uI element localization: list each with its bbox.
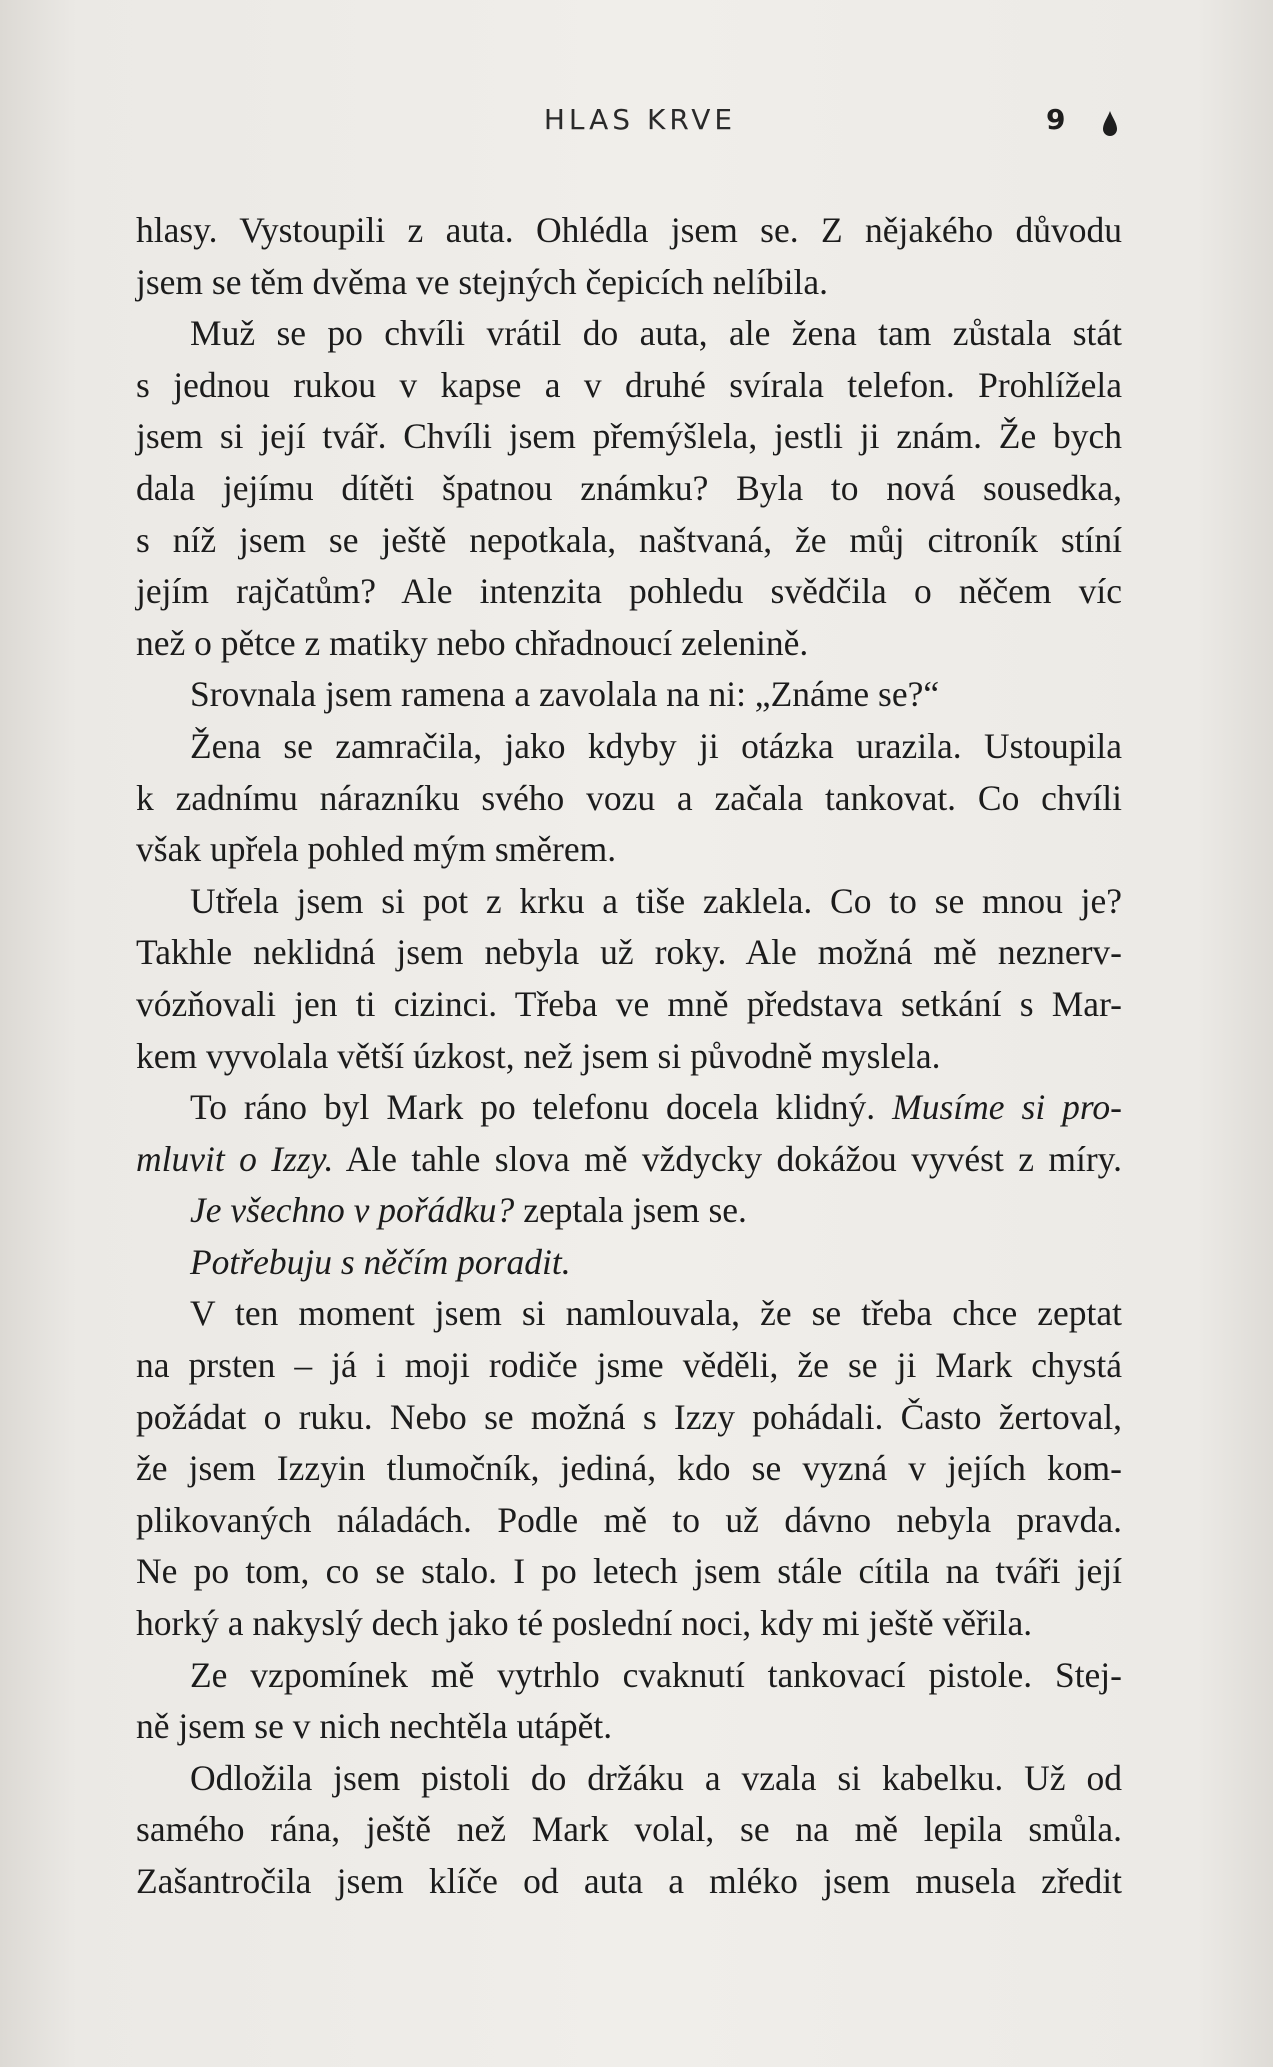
text-line xyxy=(136,721,1122,773)
text-segment: jsem se těm dvěma ve stejných čepicích nelíbila. xyxy=(136,261,829,302)
text-segment: plikovaných náladách. Podle mě to už dávno nebyla pravda. xyxy=(136,1499,1122,1540)
text-segment: hlasy. Vystoupili z auta. Ohlédla jsem se. Z nějakého důvodu xyxy=(136,210,1122,250)
body-text xyxy=(136,205,1122,1908)
text-line xyxy=(136,618,1122,670)
text-segment: Srovnala jsem ramena a zavolala na ni: „Známe se?“ xyxy=(190,674,940,715)
text-line xyxy=(136,1288,1122,1340)
text-line xyxy=(136,979,1122,1031)
italic-text-segment: Musíme si pro- xyxy=(892,1087,1122,1128)
text-segment: zeptala jsem se. xyxy=(514,1190,747,1231)
text-segment: Ne po tom, co se stalo. I po letech jsem stále cítila na tváři její xyxy=(136,1551,1122,1592)
text-segment: jsem si její tvář. Chvíli jsem přemýšlela, jestli ji znám. Že bych xyxy=(136,416,1122,457)
text-line xyxy=(136,1031,1122,1083)
text-line xyxy=(136,308,1122,360)
text-line xyxy=(136,1495,1122,1547)
text-segment: Utřela jsem si pot z krku a tiše zaklela. Co to se mnou je? xyxy=(190,880,1122,921)
text-line xyxy=(136,773,1122,825)
text-segment: Ale tahle slova mě vždycky dokážou vyvést z míry. xyxy=(333,1138,1122,1179)
text-segment: Takhle neklidná jsem nebyla už roky. Ale možná mě neznerv- xyxy=(136,932,1122,973)
text-line xyxy=(136,205,1122,257)
text-line xyxy=(136,1598,1122,1650)
text-line xyxy=(136,1082,1122,1134)
text-line xyxy=(136,1546,1122,1598)
text-line xyxy=(136,411,1122,463)
italic-text-segment: Je všechno v pořádku? xyxy=(190,1190,515,1231)
text-segment: na prsten – já i moji rodiče jsme věděli, že se ji Mark chystá xyxy=(136,1345,1122,1386)
text-segment: dala jejímu dítěti špatnou známku? Byla to nová sousedka, xyxy=(136,467,1122,508)
text-line xyxy=(136,463,1122,515)
text-segment: horký a nakyslý dech jako té poslední noci, kdy mi ještě věřila. xyxy=(136,1603,1033,1644)
text-line xyxy=(136,1701,1122,1753)
text-line xyxy=(136,1237,1122,1289)
text-line xyxy=(136,515,1122,567)
page-number: 9 xyxy=(1046,103,1066,136)
text-line xyxy=(136,1443,1122,1495)
text-segment: ně jsem se v nich nechtěla utápět. xyxy=(136,1706,613,1747)
text-segment: vózňovali jen ti cizinci. Třeba ve mně představa setkání s Mar- xyxy=(136,983,1122,1024)
text-segment: samého rána, ještě než Mark volal, se na mě lepila smůla. xyxy=(136,1809,1122,1850)
text-line xyxy=(136,927,1122,979)
text-line xyxy=(136,360,1122,412)
text-segment: To ráno byl Mark po telefonu docela klidný. xyxy=(190,1087,893,1128)
text-segment: že jsem Izzyin tlumočník, jediná, kdo se vyzná v jejích kom- xyxy=(136,1448,1122,1489)
text-line xyxy=(136,1134,1122,1186)
drop-icon xyxy=(1103,111,1117,137)
text-line xyxy=(136,1185,1122,1237)
text-segment: Odložila jsem pistoli do držáku a vzala si kabelku. Už od xyxy=(190,1757,1122,1798)
text-line xyxy=(136,824,1122,876)
text-segment: V ten moment jsem si namlouvala, že se třeba chce zeptat xyxy=(190,1293,1122,1334)
text-segment: s níž jsem se ještě nepotkala, naštvaná, že můj citroník stíní xyxy=(136,519,1122,560)
text-segment: Žena se zamračila, jako kdyby ji otázka urazila. Ustoupila xyxy=(190,725,1122,766)
italic-text-segment: Potřebuju s něčím poradit. xyxy=(190,1241,571,1282)
text-line xyxy=(136,1392,1122,1444)
italic-text-segment: mluvit o Izzy. xyxy=(136,1138,334,1179)
text-line xyxy=(136,1650,1122,1702)
text-segment: jejím rajčatům? Ale intenzita pohledu svědčila o něčem víc xyxy=(136,571,1122,612)
text-segment: Muž se po chvíli vrátil do auta, ale žena tam zůstala stát xyxy=(190,313,1122,354)
text-segment: Ze vzpomínek mě vytrhlo cvaknutí tankovací pistole. Stej- xyxy=(190,1654,1122,1695)
text-segment: však upřela pohled mým směrem. xyxy=(136,829,617,870)
text-segment: Zašantročila jsem klíče od auta a mléko jsem musela zředit xyxy=(136,1861,1122,1901)
text-line xyxy=(136,1856,1122,1908)
text-line xyxy=(136,257,1122,309)
text-line xyxy=(136,669,1122,721)
text-segment: kem vyvolala větší úzkost, než jsem si původně myslela. xyxy=(136,1035,941,1076)
text-line xyxy=(136,1804,1122,1856)
text-line xyxy=(136,876,1122,928)
text-line xyxy=(136,566,1122,618)
text-line xyxy=(136,1753,1122,1805)
text-segment: k zadnímu nárazníku svého vozu a začala tankovat. Co chvíli xyxy=(136,777,1122,818)
running-head xyxy=(0,103,1273,143)
text-segment: požádat o ruku. Nebo se možná s Izzy pohádali. Často žertoval, xyxy=(136,1396,1122,1437)
running-head-title: HLAS KRVE xyxy=(543,103,737,136)
text-segment: než o pětce z matiky nebo chřadnoucí zelenině. xyxy=(136,622,809,663)
text-line xyxy=(136,1340,1122,1392)
text-segment: s jednou rukou v kapse a v druhé svírala telefon. Prohlížela xyxy=(136,364,1122,405)
